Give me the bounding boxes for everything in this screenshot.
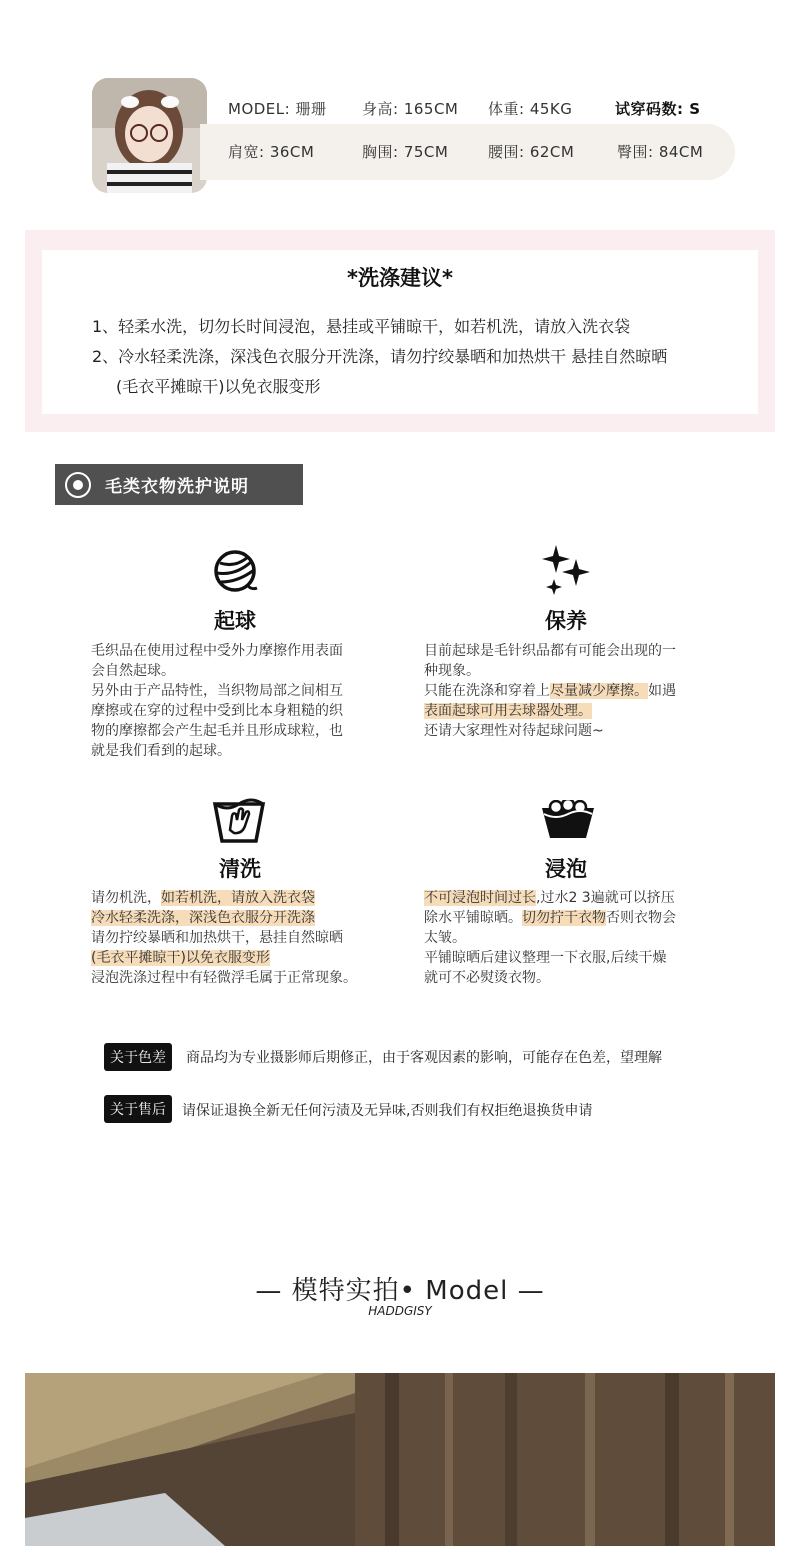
washing-line: [91, 948, 391, 968]
maintenance-line: [424, 701, 724, 721]
highlight: 表面起球可用去球器处理。: [424, 703, 592, 719]
handwash-icon: [212, 796, 266, 848]
soaking-line: 不可浸泡时间过长,过水2 3遍就可以挤压: [424, 890, 675, 906]
highlight: 切勿拧干衣物: [522, 910, 606, 926]
section-badge-icon: [65, 472, 91, 498]
pilling-line: 另外由于产品特性，当织物局部之间相互: [91, 683, 343, 699]
highlight: 如若机洗，请放入洗衣袋: [161, 890, 315, 906]
wash-advice-line-3: (毛衣平摊晾干)以免衣服变形: [116, 377, 321, 396]
pilling-title: 起球: [214, 609, 256, 633]
soaking-text: [424, 888, 724, 988]
model-photo: [25, 1373, 775, 1546]
model-name: MODEL: 珊珊: [228, 100, 327, 118]
model-size: 试穿码数: S: [615, 100, 701, 118]
maintenance-line: 目前起球是毛针织品都有可能会出现的一: [424, 643, 676, 659]
washing-text: [91, 888, 391, 988]
soaking-line: 除水平铺晾晒。切勿拧干衣物否则衣物会: [424, 910, 676, 926]
pilling-line: 就是我们看到的起球。: [91, 743, 231, 759]
maintenance-text: [424, 641, 724, 741]
washing-line: 请勿机洗，如若机洗，请放入洗衣袋: [91, 890, 315, 906]
washing-line: 请勿拧绞暴晒和加热烘干，悬挂自然晾晒: [91, 930, 343, 946]
model-section-subtitle: HADDGISY: [368, 1304, 432, 1318]
soak-icon: [540, 800, 596, 844]
washing-line: 浸泡洗涤过程中有轻微浮毛属于正常现象。: [91, 970, 357, 986]
soaking-line: 就可不必熨烫衣物。: [424, 970, 550, 986]
care-section-header: [55, 464, 303, 505]
highlight: 尽量减少摩擦。: [550, 683, 648, 699]
wash-advice-title: *洗涤建议*: [347, 266, 453, 290]
pilling-text: [91, 641, 391, 761]
pilling-line: 毛织品在使用过程中受外力摩擦作用表面: [91, 643, 343, 659]
wash-advice-line-1: 1、轻柔水洗，切勿长时间浸泡，悬挂或平铺晾干，如若机洗，请放入洗衣袋: [92, 317, 631, 336]
hip-size: 臀围: 84CM: [617, 143, 704, 161]
color-difference-note: 商品均为专业摄影师后期修正，由于客观因素的影响，可能存在色差，望理解: [186, 1050, 662, 1066]
model-weight: 体重: 45KG: [488, 100, 573, 118]
model-avatar: [92, 78, 207, 193]
maintenance-line: 还请大家理性对待起球问题~: [424, 723, 604, 739]
model-height: 身高: 165CM: [362, 100, 459, 118]
highlight: (毛衣平摊晾干)以免衣服变形: [91, 950, 270, 966]
maintenance-line: 只能在洗涤和穿着上尽量减少摩擦。如遇: [424, 683, 676, 699]
pilling-line: 物的摩擦都会产生起毛并且形成球粒，也: [91, 723, 343, 739]
wash-advice-line-2: 2、冷水轻柔洗涤，深浅色衣服分开洗涤，请勿拧绞暴晒和加热烘干 悬挂自然晾晒: [92, 347, 668, 366]
pilling-line: 会自然起球。: [91, 663, 175, 679]
soaking-title: 浸泡: [545, 857, 587, 881]
maintenance-line: 种现象。: [424, 663, 480, 679]
pilling-line: 摩擦或在穿的过程中受到比本身粗糙的织: [91, 703, 343, 719]
yarn-ball-icon: [212, 548, 258, 598]
shoulder-width: 肩宽: 36CM: [228, 143, 315, 161]
maintenance-title: 保养: [545, 609, 587, 633]
washing-line: [91, 908, 391, 928]
model-section-title: — 模特实拍• Model —: [255, 1276, 545, 1306]
highlight: 冷水轻柔洗涤，深浅色衣服分开洗涤: [91, 910, 315, 926]
care-section-title: 毛类衣物洗护说明: [105, 477, 249, 497]
sparkle-icon: [540, 543, 592, 601]
highlight: 不可浸泡时间过长: [424, 890, 536, 906]
after-sales-note: 请保证退换全新无任何污渍及无异味,否则我们有权拒绝退换货申请: [182, 1103, 593, 1119]
waist-size: 腰围: 62CM: [488, 143, 575, 161]
chest-size: 胸围: 75CM: [362, 143, 449, 161]
after-sales-tag: 关于售后: [104, 1095, 172, 1123]
soaking-line: 平铺晾晒后建议整理一下衣服,后续干燥: [424, 950, 667, 966]
washing-title: 清洗: [219, 857, 261, 881]
soaking-line: 太皱。: [424, 930, 466, 946]
color-difference-tag: 关于色差: [104, 1043, 172, 1071]
